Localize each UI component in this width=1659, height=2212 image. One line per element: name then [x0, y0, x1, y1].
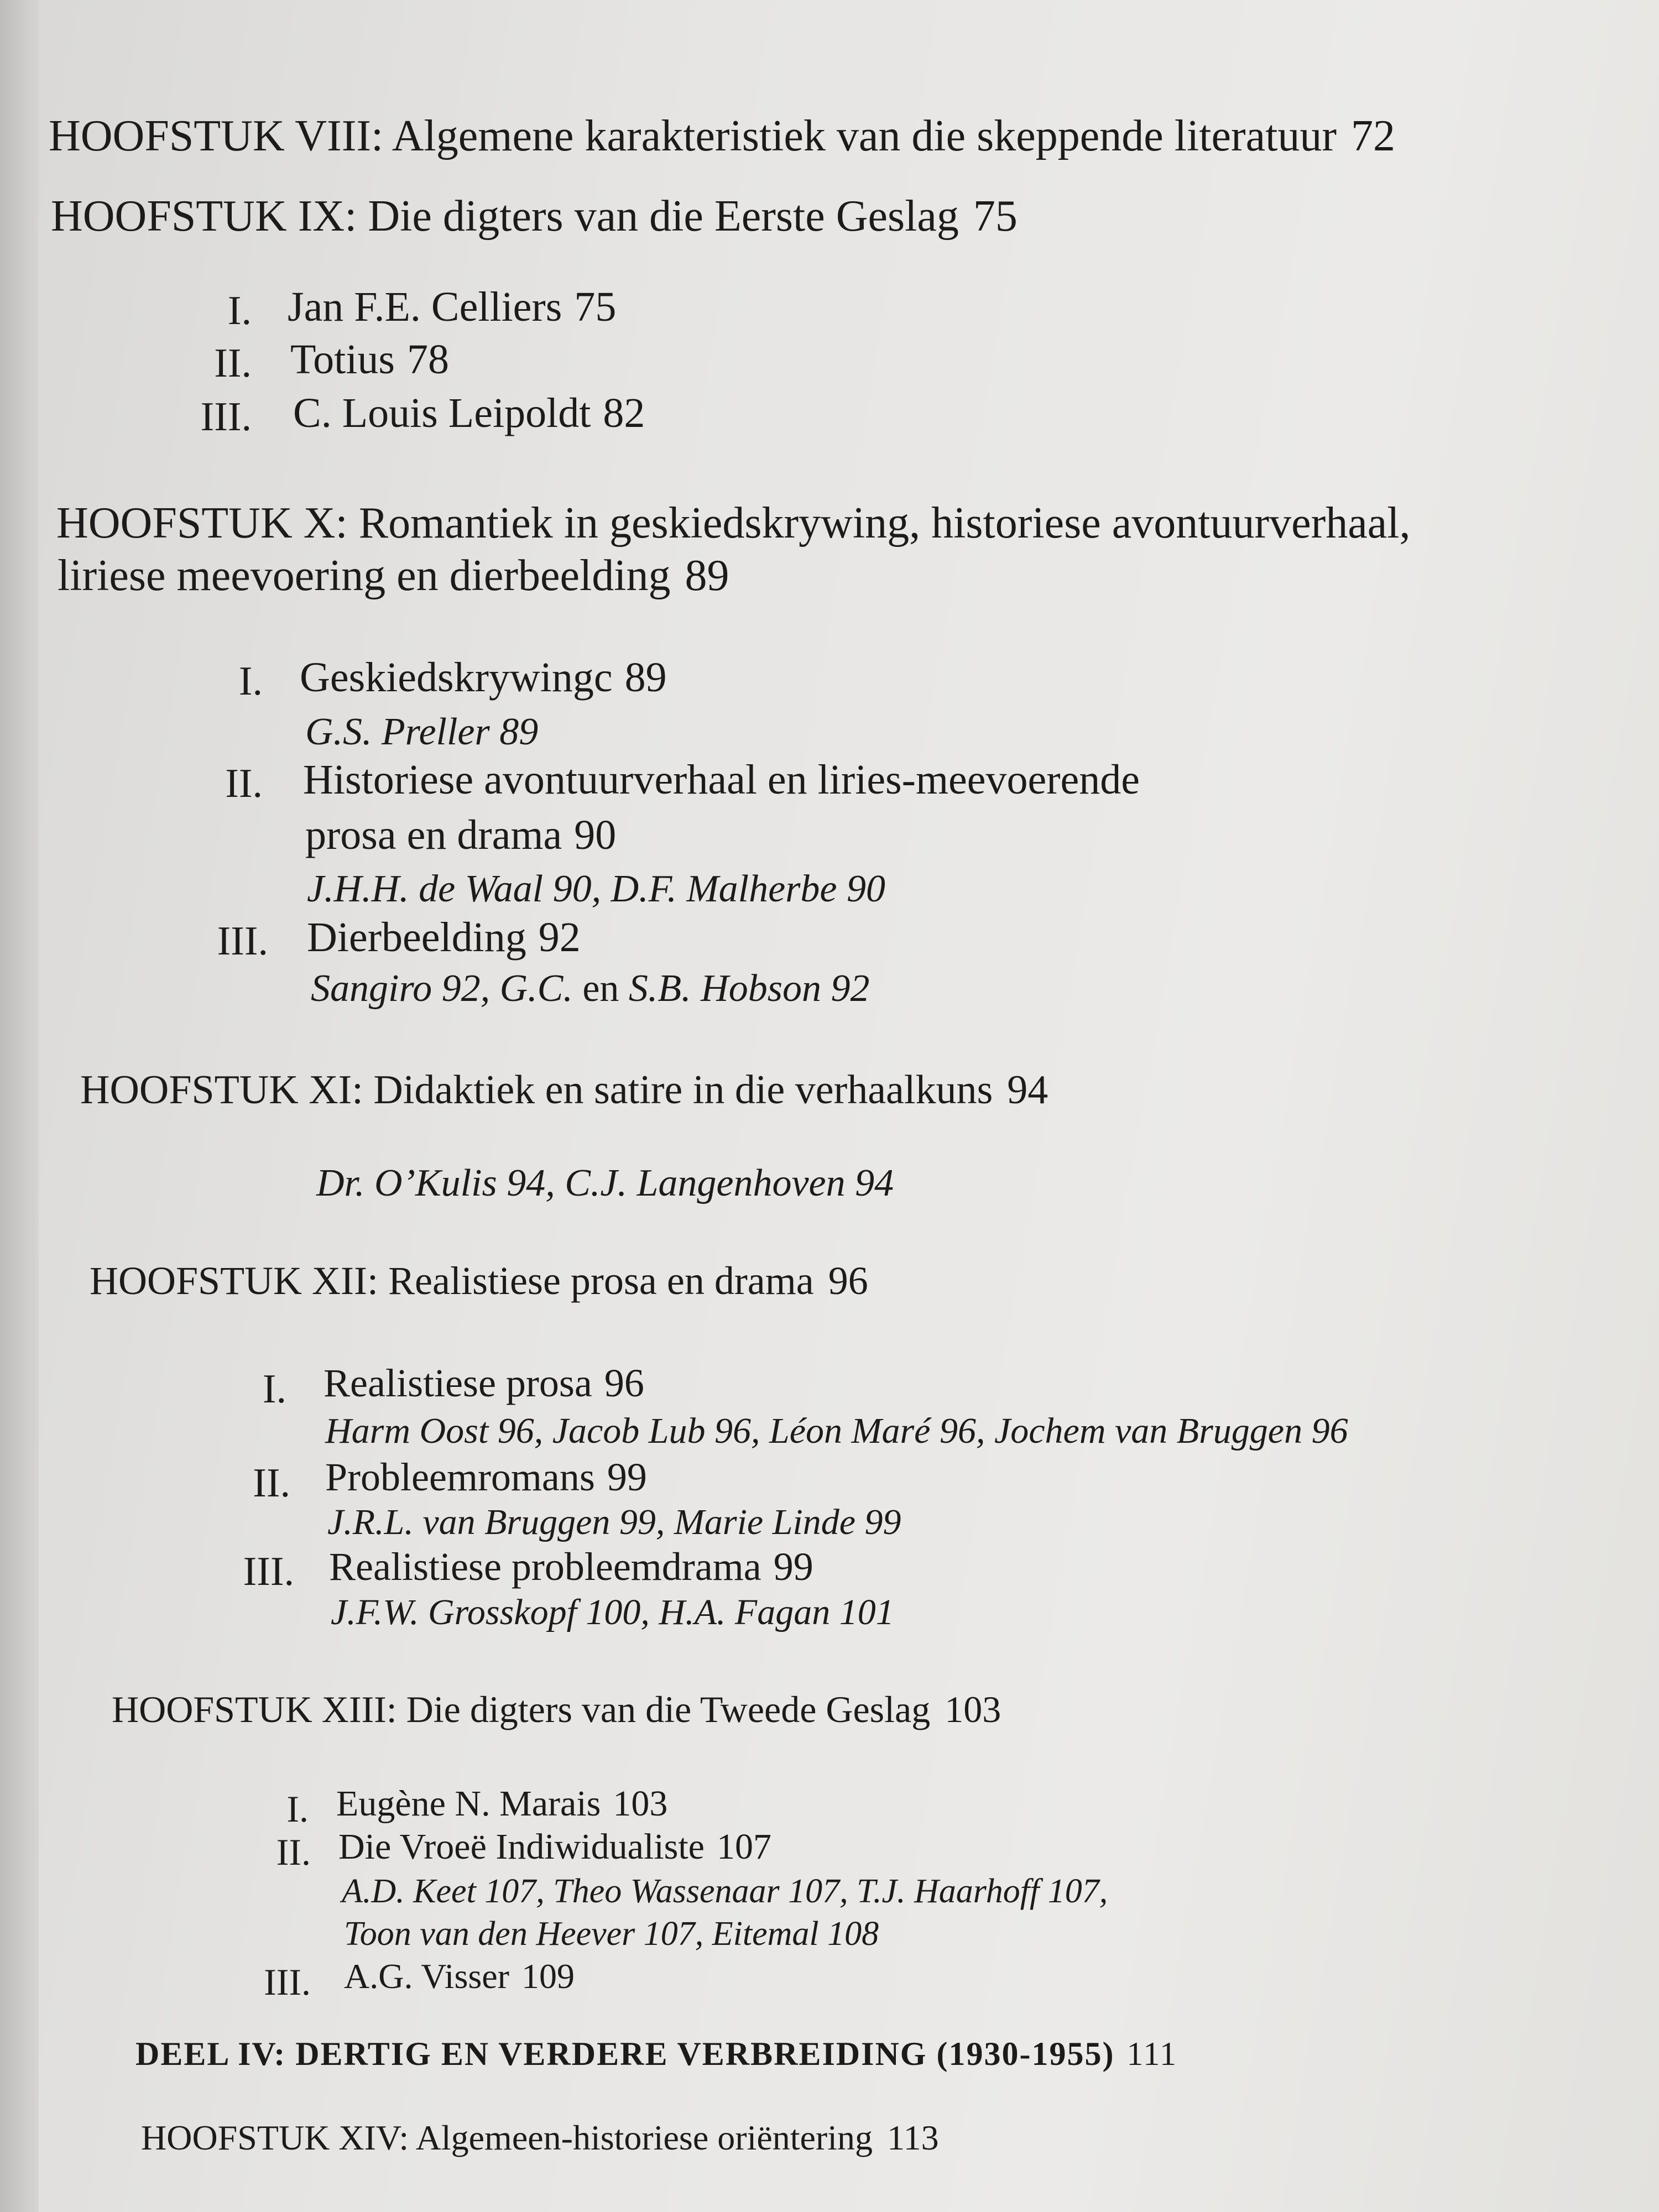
author-list-continued: Toon van den Heever 107, Eitemal 108: [344, 1915, 879, 1953]
author-connector: en: [582, 967, 619, 1010]
page-number: 99: [607, 1455, 647, 1499]
page-number: 89: [624, 654, 667, 701]
part-title: DEEL IV: DERTIG EN VERDERE VERBREIDING (1930-1955): [135, 2036, 1115, 2072]
section-number: II.: [276, 1831, 311, 1873]
chapter-title: liriese meevoering en dierbeelding: [58, 551, 671, 600]
page-number: 109: [521, 1957, 575, 1996]
page-number: 99: [773, 1545, 813, 1589]
page-number: 72: [1350, 112, 1395, 160]
section-number: II.: [225, 761, 263, 806]
author-list: J.R.L. van Bruggen 99, Marie Linde 99: [327, 1502, 901, 1542]
section-entry: [344, 1956, 575, 1997]
page-number: 113: [887, 2118, 939, 2157]
section-entry: [336, 1783, 667, 1825]
section-number: I.: [286, 1788, 309, 1830]
author-list: Harm Oost 96, Jacob Lub 96, Léon Maré 96, Jochem van Bruggen 96: [325, 1411, 1348, 1451]
section-title: Eugène N. Marais: [336, 1783, 601, 1824]
page-number: 92: [538, 914, 581, 961]
section-number: II.: [253, 1460, 290, 1506]
section-title: Realistiese prosa: [324, 1361, 592, 1405]
section-entry: [293, 389, 645, 437]
chapter-title: HOOFSTUK X: Romantiek in geskiedskrywing, historiese avontuurverhaal,: [56, 499, 1411, 547]
section-number: III.: [243, 1549, 294, 1594]
section-entry: [324, 1360, 644, 1406]
section-number: III.: [264, 1961, 311, 2003]
chapter-title: HOOFSTUK XI: Didaktiek en satire in die verhaalkuns: [80, 1067, 993, 1113]
section-entry: [307, 914, 581, 962]
section-title: Jan F.E. Celliers: [288, 284, 562, 330]
section-title: Geskiedskrywingc: [300, 654, 613, 701]
chapter-10-heading-line2: [58, 550, 729, 601]
chapter-11-heading: [80, 1065, 1048, 1115]
chapter-title: HOOFSTUK XIV: Algemeen-historiese oriëntering: [141, 2118, 873, 2157]
page-number: 78: [406, 336, 449, 383]
section-entry: [288, 283, 616, 331]
page-number: 103: [945, 1688, 1001, 1730]
author-text: Sangiro 92, G.C.: [311, 967, 573, 1010]
section-number: II.: [214, 341, 252, 386]
page-number: 82: [603, 390, 645, 436]
author-list: J.F.W. Grosskopf 100, H.A. Fagan 101: [331, 1592, 894, 1632]
page-number: 90: [574, 812, 617, 858]
section-title: Realistiese probleemdrama: [329, 1545, 761, 1589]
author-list: A.D. Keet 107, Theo Wassenaar 107, T.J. Haarhoff 107,: [342, 1872, 1108, 1910]
section-title: Probleemromans: [325, 1455, 595, 1499]
section-number: I.: [262, 1366, 286, 1412]
section-title: Historiese avontuurverhaal en liries-meevoerende: [303, 757, 1140, 803]
section-number: III.: [200, 394, 252, 440]
chapter-8-heading: [49, 111, 1395, 161]
chapter-10-heading-line1: [56, 498, 1411, 549]
section-entry: [329, 1544, 813, 1590]
chapter-title: HOOFSTUK XIII: Die digters van die Tweede Geslag: [112, 1688, 931, 1730]
author-list: G.S. Preller 89: [305, 711, 539, 753]
chapter-title: HOOFSTUK IX: Die digters van die Eerste Geslag: [51, 192, 959, 241]
section-entry: [290, 336, 449, 384]
page-number: 96: [604, 1361, 644, 1405]
chapter-title: HOOFSTUK XII: Realistiese prosa en drama: [90, 1259, 814, 1303]
section-title: C. Louis Leipoldt: [293, 390, 591, 436]
page-number: 89: [685, 551, 729, 600]
section-number: III.: [217, 919, 268, 964]
section-title: Totius: [290, 336, 395, 383]
section-entry: [300, 654, 667, 702]
author-list: [311, 967, 869, 1011]
section-entry: [303, 756, 1140, 804]
page-number: 96: [828, 1259, 868, 1303]
page-number: 111: [1126, 2036, 1177, 2072]
section-title: prosa en drama: [305, 812, 562, 858]
chapter-14-heading: [141, 2112, 939, 2163]
author-list: Dr. O’Kulis 94, C.J. Langenhoven 94: [316, 1162, 894, 1204]
section-title: Dierbeelding: [307, 914, 526, 961]
section-title: Die Vroeë Indiwidualiste: [338, 1827, 705, 1867]
chapter-12-heading: [90, 1255, 868, 1306]
section-entry: [338, 1826, 771, 1868]
page-number: 107: [716, 1827, 771, 1867]
section-number: I.: [227, 288, 252, 333]
page-number: 103: [613, 1783, 668, 1824]
author-list: J.H.H. de Waal 90, D.F. Malherbe 90: [307, 868, 886, 910]
chapter-9-heading: [51, 191, 1018, 242]
section-entry-continued: [305, 811, 616, 859]
chapter-13-heading: [112, 1684, 1001, 1735]
section-number: I.: [238, 659, 263, 704]
section-entry: [325, 1454, 647, 1500]
part-4-heading: [135, 2035, 1177, 2073]
author-text: S.B. Hobson 92: [628, 967, 870, 1010]
page-number: 94: [1007, 1067, 1048, 1113]
page-number: 75: [574, 284, 617, 330]
chapter-title: HOOFSTUK VIII: Algemene karakteristiek van die skeppende literatuur: [49, 112, 1337, 160]
section-title: A.G. Visser: [344, 1957, 509, 1996]
page-number: 75: [973, 192, 1018, 241]
